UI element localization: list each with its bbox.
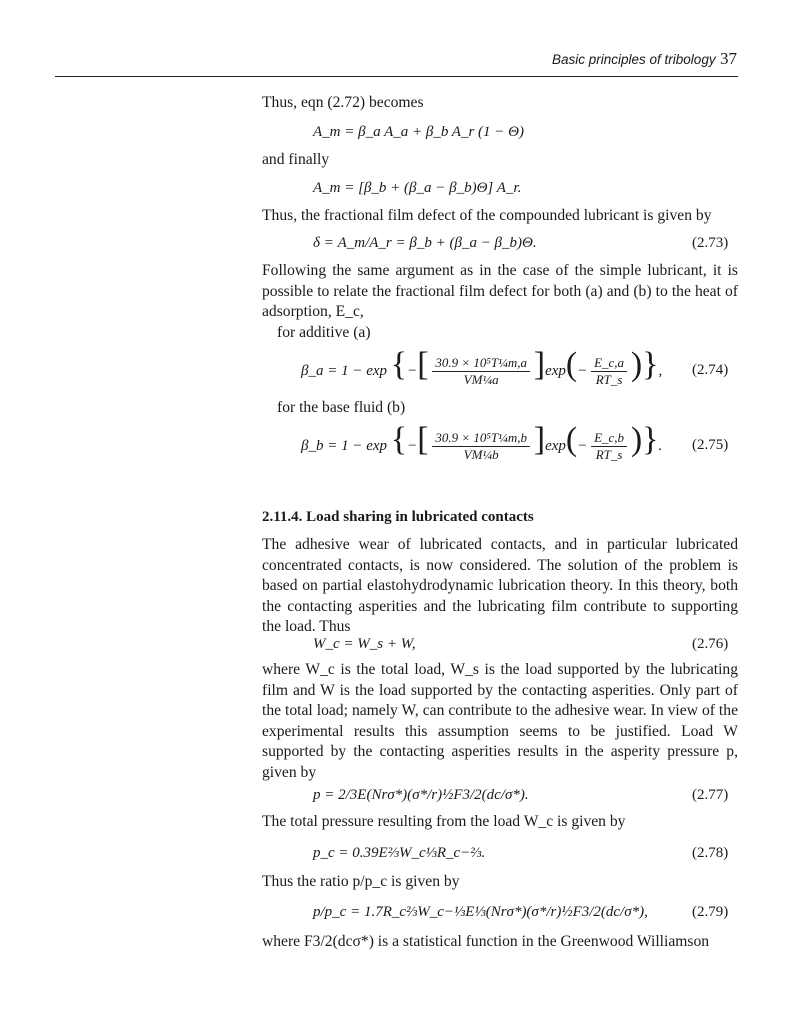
numerator: E_c,b bbox=[591, 430, 627, 447]
paren: ) bbox=[630, 346, 643, 383]
paragraph: where W_c is the total load, W_s is the load supported by the lubricating film and W is the load supported by the contacting asperities. Only part of the total load; namely W, can contribute to the adhesive wear. In view of the experimental results this assumption seems to be justified. Load W supported by the contacting asperities results in the asperity pressure p, given by bbox=[262, 661, 738, 781]
numerator: 30.9 × 10⁵T¼m,a bbox=[432, 355, 530, 372]
eq-lhs: β_b = 1 − exp bbox=[301, 438, 388, 454]
equation: A_m = [β_b + (β_a − β_b)Θ] A_r. bbox=[313, 180, 522, 196]
numerator: E_c,a bbox=[591, 355, 627, 372]
equation-2-76: W_c = W_s + W, bbox=[313, 636, 416, 652]
text-line: for the base fluid (b) bbox=[277, 399, 406, 416]
fraction bbox=[432, 355, 530, 388]
numerator: 30.9 × 10⁵T¼m,b bbox=[432, 430, 530, 447]
fraction bbox=[591, 355, 627, 388]
brace: { bbox=[390, 421, 408, 458]
paren: ) bbox=[630, 421, 643, 458]
text-line: where F3/2(dcσ*) is a statistical function in the Greenwood Williamson bbox=[262, 933, 710, 950]
equation-2-78: p_c = 0.39E⅔W_c⅓R_c−⅔. bbox=[313, 845, 486, 861]
paragraph: The adhesive wear of lubricated contacts, and in particular lubricated concentrated contacts, is now considered. The solution of the problem is based on partial elastohydrodynamic lubrication theory. In this theory, both the contacting asperities and the lubricating film contribute to supporting the load. Thus bbox=[262, 536, 738, 635]
eq-lhs: β_a = 1 − exp bbox=[301, 363, 388, 379]
paren: ( bbox=[565, 421, 578, 458]
bracket: ] bbox=[533, 346, 546, 383]
denominator: VM¼a bbox=[463, 372, 499, 388]
page-number: 37 bbox=[720, 49, 737, 68]
header-rule bbox=[55, 76, 738, 77]
text-line: for additive (a) bbox=[277, 324, 371, 341]
running-title: Basic principles of tribology bbox=[552, 52, 716, 67]
denominator: VM¼b bbox=[463, 447, 499, 463]
paragraph: Following the same argument as in the case of the simple lubricant, it is possible to relate the fractional film defect for both (a) and (b) to the heat of adsorption, E_c, bbox=[262, 262, 738, 320]
equation-number: (2.77) bbox=[692, 787, 729, 803]
equation-number: (2.78) bbox=[692, 845, 729, 861]
denominator: RT_s bbox=[595, 372, 623, 388]
equation-number: (2.74) bbox=[692, 362, 729, 378]
text-line: and finally bbox=[262, 151, 330, 168]
equation-number: (2.75) bbox=[692, 437, 729, 453]
equation: A_m = β_a A_a + β_b A_r (1 − Θ) bbox=[313, 124, 524, 140]
equation-2-77: p = 2/3E(Nrσ*)(σ*/r)½F3/2(dc/σ*). bbox=[313, 787, 529, 803]
denominator: RT_s bbox=[595, 447, 623, 463]
equation-2-74: β_a = 1 − exp {−[ $\frac{\text{30.9 × 10⁵T¼m,a}}{\text{VM¼a}}$ ]exp(− $\frac{E\_c,a}{RT\_s}$ )}, bbox=[301, 346, 663, 388]
equation-number: (2.76) bbox=[692, 636, 729, 652]
equation-number: (2.79) bbox=[692, 904, 729, 920]
brace: } bbox=[642, 421, 659, 458]
text-line: Thus, eqn (2.72) becomes bbox=[262, 94, 424, 111]
bracket: [ bbox=[417, 346, 429, 383]
equation-2-79: p/p_c = 1.7R_c⅔W_c−⅓E⅓(Nrσ*)(σ*/r)½F3/2(dc/σ*), bbox=[313, 904, 648, 920]
brace: { bbox=[390, 346, 408, 383]
text-line: The total pressure resulting from the load W_c is given by bbox=[262, 813, 626, 830]
equation-number: (2.73) bbox=[692, 235, 729, 251]
fraction bbox=[432, 430, 530, 463]
fraction bbox=[591, 430, 627, 463]
paren: ( bbox=[565, 346, 578, 383]
text-line: Thus the ratio p/p_c is given by bbox=[262, 873, 460, 890]
equation-2-73: δ = A_m/A_r = β_b + (β_a − β_b)Θ. bbox=[313, 235, 537, 251]
section-title: 2.11.4. Load sharing in lubricated contacts bbox=[262, 509, 534, 525]
equation-2-75: β_b = 1 − exp {−[ $\frac{\text{30.9 × 10⁵T¼m,b}}{\text{VM¼b}}$ ]exp(− $\frac{E\_c,b}{RT\_s}$ )}. bbox=[301, 421, 663, 463]
brace: } bbox=[642, 346, 659, 383]
text-line: Thus, the fractional film defect of the compounded lubricant is given by bbox=[262, 207, 712, 224]
bracket: ] bbox=[533, 421, 546, 458]
bracket: [ bbox=[417, 421, 429, 458]
